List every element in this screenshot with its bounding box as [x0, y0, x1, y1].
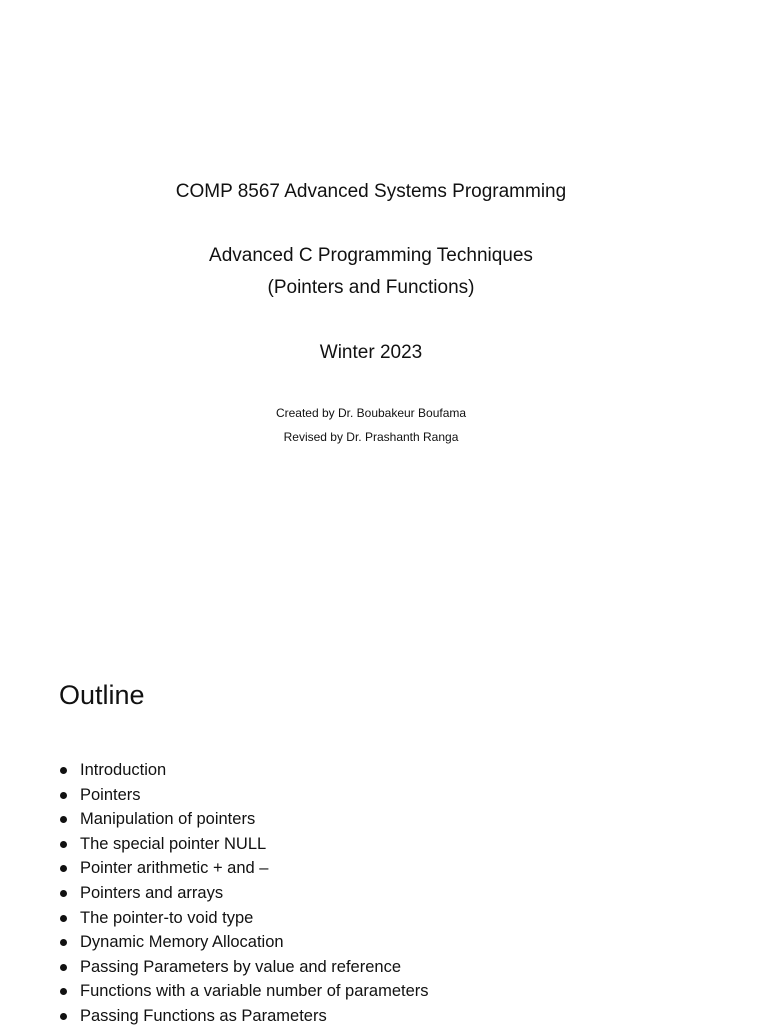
- bullet-icon: [60, 816, 67, 823]
- bullet-icon: [60, 890, 67, 897]
- list-item: [59, 906, 429, 931]
- list-item: [59, 807, 429, 832]
- list-item-label: Dynamic Memory Allocation: [80, 933, 284, 952]
- outline-heading: Outline: [59, 680, 145, 710]
- bullet-icon: [60, 865, 67, 872]
- lecture-title: Advanced C Programming Techniques: [209, 245, 533, 266]
- list-item-label: Passing Parameters by value and reference: [80, 957, 402, 976]
- term-label: Winter 2023: [319, 342, 423, 363]
- bullet-icon: [60, 767, 67, 774]
- list-item: [59, 783, 429, 808]
- list-item-label: Manipulation of pointers: [80, 810, 256, 829]
- bullet-icon: [60, 939, 67, 946]
- list-item-label: Pointers: [80, 785, 141, 804]
- bullet-icon: [60, 915, 67, 922]
- created-by-credit: Created by Dr. Boubakeur Boufama: [275, 406, 467, 420]
- bullet-icon: [60, 1013, 67, 1020]
- bullet-icon: [60, 841, 67, 848]
- list-item: [59, 856, 429, 881]
- outline-list: [59, 758, 429, 1029]
- list-item-label: Passing Functions as Parameters: [80, 1006, 327, 1025]
- bullet-icon: [60, 964, 67, 971]
- list-item: [59, 955, 429, 980]
- course-title: COMP 8567 Advanced Systems Programming: [175, 181, 567, 202]
- bullet-icon: [60, 792, 67, 799]
- list-item-label: Introduction: [80, 761, 167, 779]
- list-item-label: The pointer-to void type: [80, 908, 254, 927]
- list-item: [59, 758, 429, 783]
- list-item-label: The special pointer NULL: [80, 834, 267, 853]
- list-item: [59, 930, 429, 955]
- list-item-label: Functions with a variable number of parameters: [80, 982, 429, 1001]
- bullet-icon: [60, 988, 67, 995]
- list-item: [59, 979, 429, 1004]
- list-item: [59, 832, 429, 857]
- list-item: [59, 1004, 429, 1029]
- list-item-label: Pointer arithmetic + and –: [80, 859, 269, 878]
- list-item: [59, 881, 429, 906]
- lecture-subtitle: (Pointers and Functions): [267, 277, 475, 298]
- list-item-label: Pointers and arrays: [80, 883, 224, 902]
- revised-by-credit: Revised by Dr. Prashanth Ranga: [283, 430, 459, 444]
